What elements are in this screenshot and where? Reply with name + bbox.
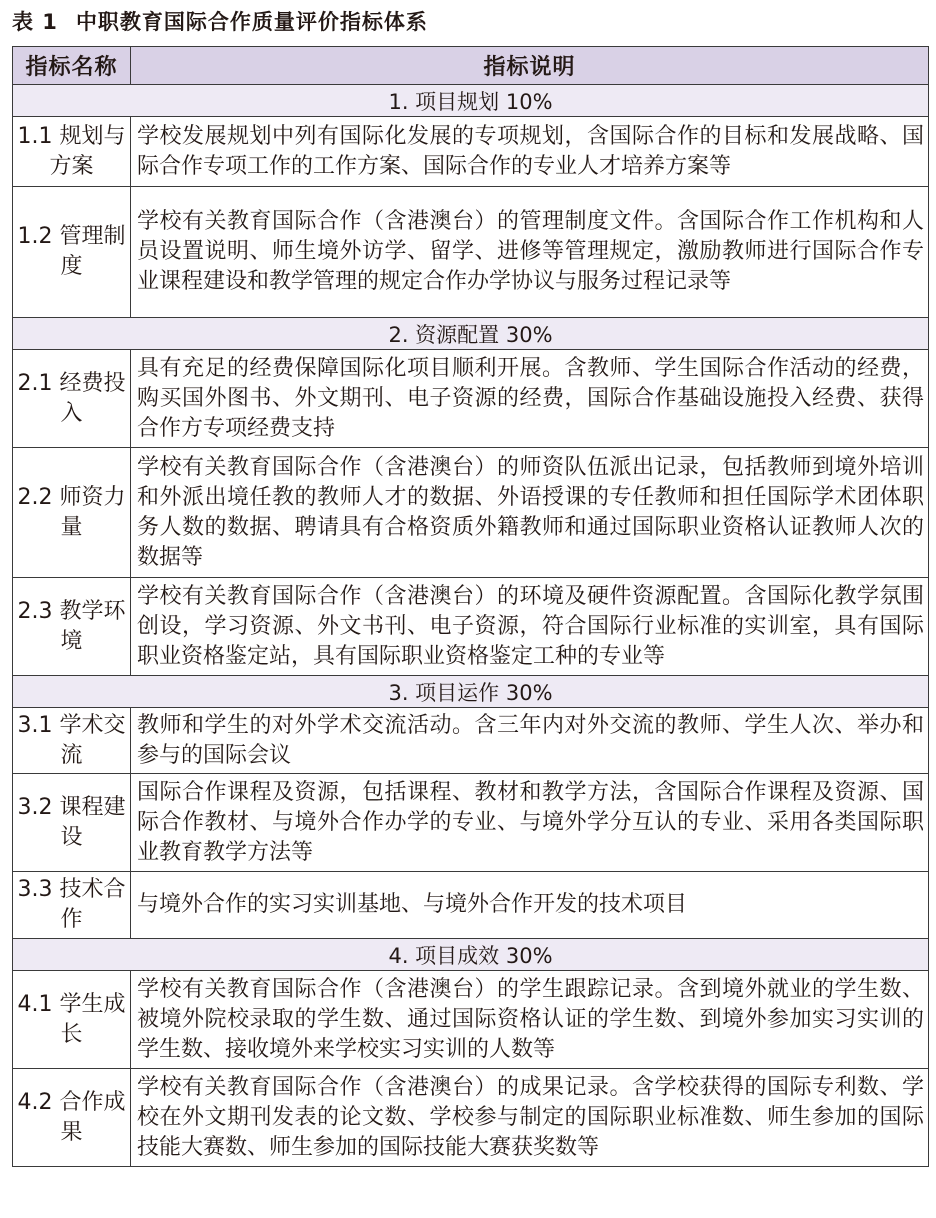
- section-row: [13, 85, 929, 117]
- table-row: [13, 774, 929, 872]
- table-row: [13, 708, 929, 774]
- header-indicator-name: 指标名称: [13, 47, 131, 85]
- indicator-table: [12, 46, 929, 1167]
- indicator-description: 学校有关教育国际合作（含港澳台）的管理制度文件。含国际合作工作机构和人员设置说明、师生境外访学、留学、进修等管理规定，激励教师进行国际合作专业课程建设和教学管理的规定合作办学协议与服务过程记录等: [131, 187, 929, 318]
- indicator-name: 2.3 教学环境: [13, 578, 131, 676]
- indicator-name: 3.2 课程建设: [13, 774, 131, 872]
- indicator-description: 教师和学生的对外学术交流活动。含三年内对外交流的教师、学生人次、举办和参与的国际会议: [131, 708, 929, 774]
- header-indicator-description: 指标说明: [131, 47, 929, 85]
- section-title: 1. 项目规划 10%: [13, 85, 929, 117]
- indicator-name: 1.1 规划与方案: [13, 117, 131, 187]
- indicator-description: 与境外合作的实习实训基地、与境外合作开发的技术项目: [131, 872, 929, 939]
- table-row: [13, 971, 929, 1069]
- table-title: 中职教育国际合作质量评价指标体系: [75, 10, 428, 34]
- section-row: [13, 318, 929, 350]
- indicator-description: 具有充足的经费保障国际化项目顺利开展。含教师、学生国际合作活动的经费，购买国外图书、外文期刊、电子资源的经费，国际合作基础设施投入经费、获得合作方专项经费支持: [131, 350, 929, 448]
- table-row: [13, 350, 929, 448]
- table-row: [13, 448, 929, 578]
- indicator-description: 国际合作课程及资源，包括课程、教材和教学方法，含国际合作课程及资源、国际合作教材、与境外合作办学的专业、与境外学分互认的专业、采用各类国际职业教育教学方法等: [131, 774, 929, 872]
- table-row: [13, 578, 929, 676]
- table-row: [13, 1069, 929, 1167]
- indicator-name: 2.2 师资力量: [13, 448, 131, 578]
- header-row: [13, 47, 929, 85]
- table-row: [13, 187, 929, 318]
- indicator-name: 3.1 学术交流: [13, 708, 131, 774]
- section-row: [13, 939, 929, 971]
- indicator-name: 1.2 管理制度: [13, 187, 131, 318]
- indicator-name: 2.1 经费投入: [13, 350, 131, 448]
- indicator-description: 学校有关教育国际合作（含港澳台）的师资队伍派出记录，包括教师到境外培训和外派出境任教的教师人才的数据、外语授课的专任教师和担任国际学术团体职务人数的数据、聘请具有合格资质外籍教师和通过国际职业资格认证教师人次的数据等: [131, 448, 929, 578]
- table-row: [13, 872, 929, 939]
- table-row: [13, 117, 929, 187]
- table-number: 表 1: [12, 10, 58, 34]
- section-title: 4. 项目成效 30%: [13, 939, 929, 971]
- indicator-name: 3.3 技术合作: [13, 872, 131, 939]
- section-title: 3. 项目运作 30%: [13, 676, 929, 708]
- table-caption: [12, 6, 428, 36]
- section-row: [13, 676, 929, 708]
- indicator-description: 学校有关教育国际合作（含港澳台）的学生跟踪记录。含到境外就业的学生数、被境外院校录取的学生数、通过国际资格认证的学生数、到境外参加实习实训的学生数、接收境外来学校实习实训的人数等: [131, 971, 929, 1069]
- indicator-description: 学校有关教育国际合作（含港澳台）的成果记录。含学校获得的国际专利数、学校在外文期刊发表的论文数、学校参与制定的国际职业标准数、师生参加的国际技能大赛数、师生参加的国际技能大赛获奖数等: [131, 1069, 929, 1167]
- indicator-name: 4.2 合作成果: [13, 1069, 131, 1167]
- section-title: 2. 资源配置 30%: [13, 318, 929, 350]
- indicator-description: 学校发展规划中列有国际化发展的专项规划，含国际合作的目标和发展战略、国际合作专项工作的工作方案、国际合作的专业人才培养方案等: [131, 117, 929, 187]
- indicator-name: 4.1 学生成长: [13, 971, 131, 1069]
- indicator-description: 学校有关教育国际合作（含港澳台）的环境及硬件资源配置。含国际化教学氛围创设，学习资源、外文书刊、电子资源，符合国际行业标准的实训室，具有国际职业资格鉴定站，具有国际职业资格鉴定工种的专业等: [131, 578, 929, 676]
